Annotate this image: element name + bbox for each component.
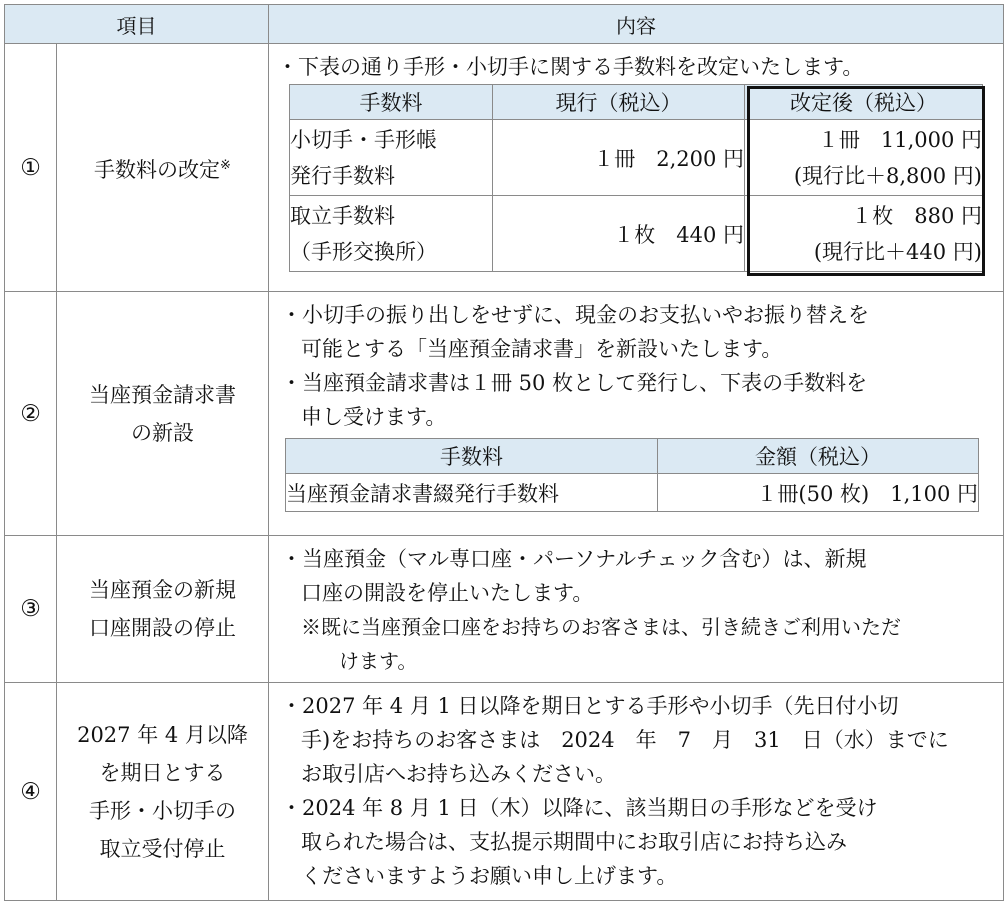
notice-table — [4, 4, 1004, 901]
bullet-text: ・2024 年 8 月 1 日（木）以降に、該当期日の手形などを受け 取られた場合は、支払提示期間中にお取引店にお持ち込み くださいますようお願い申し上げます。 — [281, 796, 878, 888]
fee-table-header: 改定後（税込） — [745, 85, 983, 120]
row-number: ③ — [5, 536, 57, 683]
invoice-fee-amount: １冊(50 枚) 1,100 円 — [658, 474, 979, 512]
row-collection-stop — [5, 683, 1004, 901]
bullet-text: ・小切手の振り出しをせずに、現金のお支払いやお振り替えを 可能とする「当座預金請求書」を新設いたします。 — [281, 303, 869, 361]
row-number: ④ — [5, 683, 57, 901]
fee-current: １枚 440 円 — [493, 196, 745, 272]
fee-table-row — [290, 196, 983, 272]
content-cell — [269, 683, 1004, 901]
fee-revised: １冊 11,000 円 (現行比＋8,800 円) — [745, 120, 983, 196]
invoice-fee-table — [285, 438, 979, 512]
invoice-table-header: 金額（税込） — [658, 439, 979, 474]
note-mark: ※ — [220, 157, 231, 173]
invoice-table-row — [286, 474, 979, 512]
item-label: 当座預金請求書 の新設 — [57, 292, 269, 536]
row-number: ① — [5, 44, 57, 292]
fee-current: １冊 2,200 円 — [493, 120, 745, 196]
fee-revised: １枚 880 円 (現行比＋440 円) — [745, 196, 983, 272]
item-label: 当座預金の新規 口座開設の停止 — [57, 536, 269, 683]
fee-table-header: 手数料 — [290, 85, 493, 120]
header-item: 項目 — [5, 5, 269, 44]
header-content: 内容 — [269, 5, 1004, 44]
item-label: 2027 年 4 月以降 を期日とする 手形・小切手の 取立受付停止 — [57, 683, 269, 901]
fee-name: 取立手数料 （手形交換所） — [290, 196, 493, 272]
fee-table-row — [290, 120, 983, 196]
fee-table-header: 現行（税込） — [493, 85, 745, 120]
note-text: ※既に当座預金口座をお持ちのお客さまは、引き続きご利用いただ けます。 — [301, 615, 901, 673]
bullet-text: ・2027 年 4 月 1 日以降を期日とする手形や小切手（先日付小切 手)をお持ちのお客さまは 2024 年 7 月 31 日（水）までに お取引店へお持ち込みください。 — [281, 694, 949, 786]
fee-table — [289, 84, 983, 272]
bullet-text: ・当座預金請求書は１冊 50 枚として発行し、下表の手数料を 申し受けます。 — [281, 371, 868, 429]
row-fee-revision — [5, 44, 1004, 292]
invoice-table-header: 手数料 — [286, 439, 658, 474]
row-number: ② — [5, 292, 57, 536]
content-cell — [269, 292, 1004, 536]
bullet-text: ・下表の通り手形・小切手に関する手数料を改定いたします。 — [277, 55, 864, 79]
fee-name: 小切手・手形帳 発行手数料 — [290, 120, 493, 196]
invoice-fee-name: 当座預金請求書綴発行手数料 — [286, 474, 658, 512]
row-account-suspension — [5, 536, 1004, 683]
bullet-text: ・当座預金（マル専口座・パーソナルチェック含む）は、新規 口座の開設を停止いたします。 — [281, 547, 867, 605]
item-label: 手数料の改定※ — [57, 44, 269, 292]
content-cell — [269, 536, 1004, 683]
content-cell — [269, 44, 1004, 292]
row-new-invoice — [5, 292, 1004, 536]
